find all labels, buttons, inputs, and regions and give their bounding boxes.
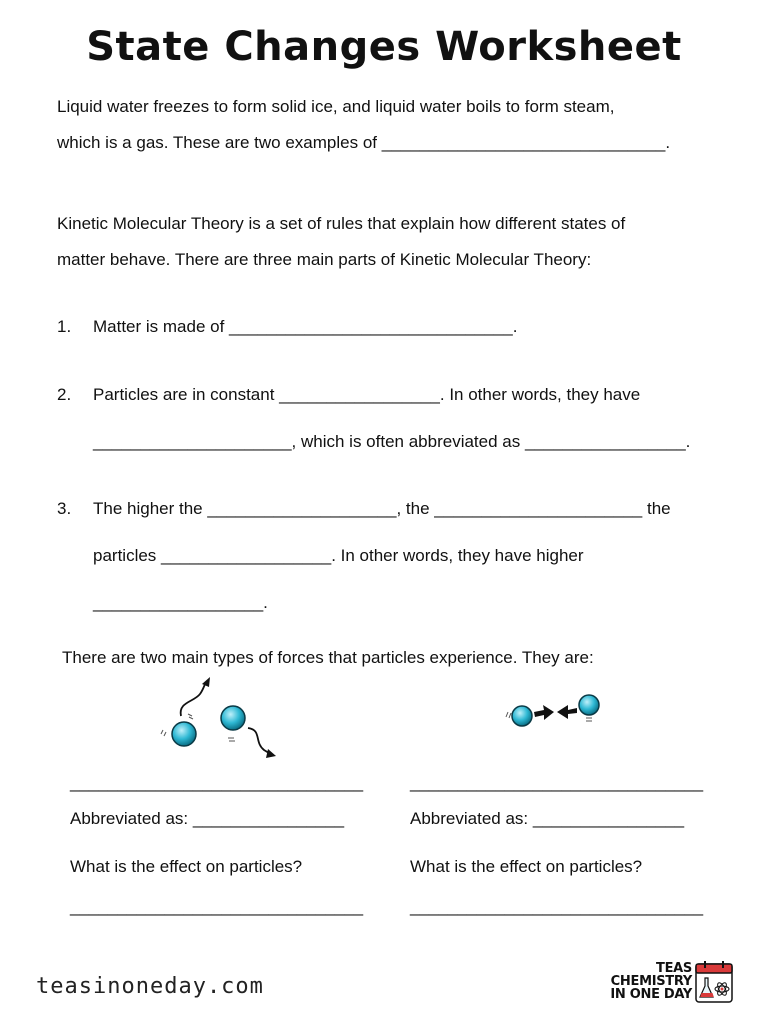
item-number-3: 3. (57, 499, 72, 518)
item-number-1: 1. (57, 317, 72, 336)
item-3-line-3: __________________. (93, 593, 268, 612)
particle-icon (512, 706, 532, 726)
intro-line-1: Liquid water freezes to form solid ice, and liquid water boils to form steam, (57, 97, 615, 116)
kmt-line-2: matter behave. There are three main parts of Kinetic Molecular Theory: (57, 250, 592, 269)
left-force-blank: _______________________________ (70, 773, 364, 792)
arrow-right-icon (534, 705, 554, 720)
particles-attract-illustration (500, 688, 610, 734)
motion-arrow-icon (248, 728, 271, 754)
kmt-line-1: Kinetic Molecular Theory is a set of rules that explain how different states of (57, 214, 626, 233)
page-title: State Changes Worksheet (86, 24, 682, 70)
particle-icon (579, 695, 599, 715)
item-number-2: 2. (57, 385, 72, 404)
right-force-blank: _______________________________ (410, 773, 704, 792)
item-1-line-1: Matter is made of ______________________________. (93, 317, 518, 336)
logo-line-2: CHEMISTRY (610, 974, 692, 989)
right-effect-question: What is the effect on particles? (410, 857, 643, 876)
left-effect-blank: _______________________________ (70, 897, 364, 916)
item-3-line-2: particles __________________. In other words, they have higher (93, 546, 584, 565)
particle-icon (172, 722, 196, 746)
logo-line-1: TEAS (656, 961, 692, 976)
particle-icon (221, 706, 245, 730)
left-effect-question: What is the effect on particles? (70, 857, 303, 876)
item-2-line-2: _____________________, which is often abbreviated as _________________. (93, 432, 691, 451)
motion-arrow-icon (181, 682, 206, 716)
logo-line-3: IN ONE DAY (610, 987, 692, 1002)
website-url: teasinoneday.com (36, 974, 264, 999)
item-3-line-1: The higher the ____________________, the ______________________ the (93, 499, 671, 518)
forces-intro: There are two main types of forces that particles experience. They are: (62, 648, 594, 667)
particles-apart-illustration (150, 672, 290, 762)
left-abbrev: Abbreviated as: ________________ (70, 809, 345, 828)
right-effect-blank: _______________________________ (410, 897, 704, 916)
item-2-line-1: Particles are in constant _________________. In other words, they have (93, 385, 641, 404)
right-abbrev: Abbreviated as: ________________ (410, 809, 685, 828)
calendar-flask-icon (694, 960, 734, 1004)
teas-chemistry-logo (596, 960, 736, 1008)
arrow-left-icon (557, 705, 577, 719)
intro-line-2: which is a gas. These are two examples of ______________________________. (57, 133, 671, 152)
